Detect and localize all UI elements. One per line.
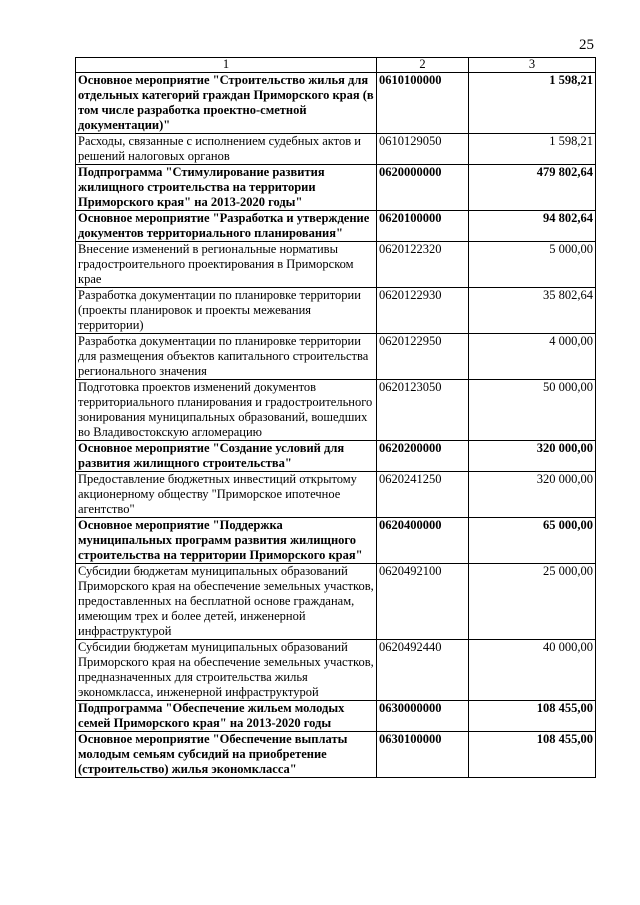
row-amount: 1 598,21 xyxy=(469,73,596,134)
row-amount: 50 000,00 xyxy=(469,380,596,441)
header-row xyxy=(76,58,596,73)
table-row xyxy=(76,73,596,134)
row-name: Субсидии бюджетам муниципальных образований Приморского края на обеспечение земельных участков, предназначенных для строительства жилья экономкласса, инженерной инфраструктурой xyxy=(76,640,377,701)
row-amount: 4 000,00 xyxy=(469,334,596,380)
table-row xyxy=(76,564,596,640)
row-amount: 320 000,00 xyxy=(469,472,596,518)
budget-table xyxy=(75,57,596,778)
row-code: 0620000000 xyxy=(377,165,469,211)
row-name: Предоставление бюджетных инвестиций открытому акционерному обществу "Приморское ипотечное агентство" xyxy=(76,472,377,518)
row-amount: 25 000,00 xyxy=(469,564,596,640)
table-row xyxy=(76,732,596,778)
row-amount: 94 802,64 xyxy=(469,211,596,242)
row-name: Основное мероприятие "Обеспечение выплаты молодым семьям субсидий на приобретение (строительство) жилья экономкласса" xyxy=(76,732,377,778)
row-amount: 479 802,64 xyxy=(469,165,596,211)
row-code: 0620492100 xyxy=(377,564,469,640)
row-code: 0620200000 xyxy=(377,441,469,472)
row-name: Подпрограмма "Обеспечение жильем молодых семей Приморского края" на 2013-2020 годы xyxy=(76,701,377,732)
table-row xyxy=(76,242,596,288)
table-row xyxy=(76,472,596,518)
table-row xyxy=(76,380,596,441)
row-name: Субсидии бюджетам муниципальных образований Приморского края на обеспечение земельных участков, предоставленных на бесплатной основе гражданам, имеющим трех и более детей, инженерной инфраструктурой xyxy=(76,564,377,640)
row-amount: 40 000,00 xyxy=(469,640,596,701)
row-code: 0620122930 xyxy=(377,288,469,334)
row-code: 0620122950 xyxy=(377,334,469,380)
row-name: Основное мероприятие "Поддержка муниципальных программ развития жилищного строительства на территории Приморского края" xyxy=(76,518,377,564)
table-row xyxy=(76,701,596,732)
row-code: 0620100000 xyxy=(377,211,469,242)
page-number: 25 xyxy=(579,37,594,53)
row-amount: 1 598,21 xyxy=(469,134,596,165)
table-row xyxy=(76,640,596,701)
header-col-2: 2 xyxy=(377,58,469,73)
row-amount: 35 802,64 xyxy=(469,288,596,334)
row-amount: 320 000,00 xyxy=(469,441,596,472)
table-row xyxy=(76,165,596,211)
row-code: 0610129050 xyxy=(377,134,469,165)
row-code: 0620123050 xyxy=(377,380,469,441)
table-row xyxy=(76,441,596,472)
row-code: 0620492440 xyxy=(377,640,469,701)
row-name: Основное мероприятие "Строительство жилья для отдельных категорий граждан Приморского края (в том числе разработка проектно-сметной документации)" xyxy=(76,73,377,134)
row-amount: 65 000,00 xyxy=(469,518,596,564)
row-amount: 108 455,00 xyxy=(469,701,596,732)
row-name: Внесение изменений в региональные нормативы градостроительного проектирования в Приморском крае xyxy=(76,242,377,288)
table-row xyxy=(76,518,596,564)
row-name: Расходы, связанные с исполнением судебных актов и решений налоговых органов xyxy=(76,134,377,165)
table-row xyxy=(76,334,596,380)
row-code: 0630100000 xyxy=(377,732,469,778)
row-code: 0610100000 xyxy=(377,73,469,134)
row-code: 0630000000 xyxy=(377,701,469,732)
table-row xyxy=(76,288,596,334)
table-row xyxy=(76,134,596,165)
row-code: 0620241250 xyxy=(377,472,469,518)
row-amount: 108 455,00 xyxy=(469,732,596,778)
row-name: Основное мероприятие "Разработка и утверждение документов территориального планирования" xyxy=(76,211,377,242)
row-code: 0620400000 xyxy=(377,518,469,564)
header-col-1: 1 xyxy=(76,58,377,73)
row-name: Подготовка проектов изменений документов территориального планирования и градостроительного зонирования муниципальных образований, вошедших во Владивостокскую агломерацию xyxy=(76,380,377,441)
row-name: Подпрограмма "Стимулирование развития жилищного строительства на территории Приморского края" на 2013-2020 годы" xyxy=(76,165,377,211)
row-name: Разработка документации по планировке территории для размещения объектов капитального строительства регионального значения xyxy=(76,334,377,380)
header-col-3: 3 xyxy=(469,58,596,73)
row-amount: 5 000,00 xyxy=(469,242,596,288)
table-row xyxy=(76,211,596,242)
row-code: 0620122320 xyxy=(377,242,469,288)
row-name: Основное мероприятие "Создание условий для развития жилищного строительства" xyxy=(76,441,377,472)
row-name: Разработка документации по планировке территории (проекты планировок и проекты межевания территории) xyxy=(76,288,377,334)
